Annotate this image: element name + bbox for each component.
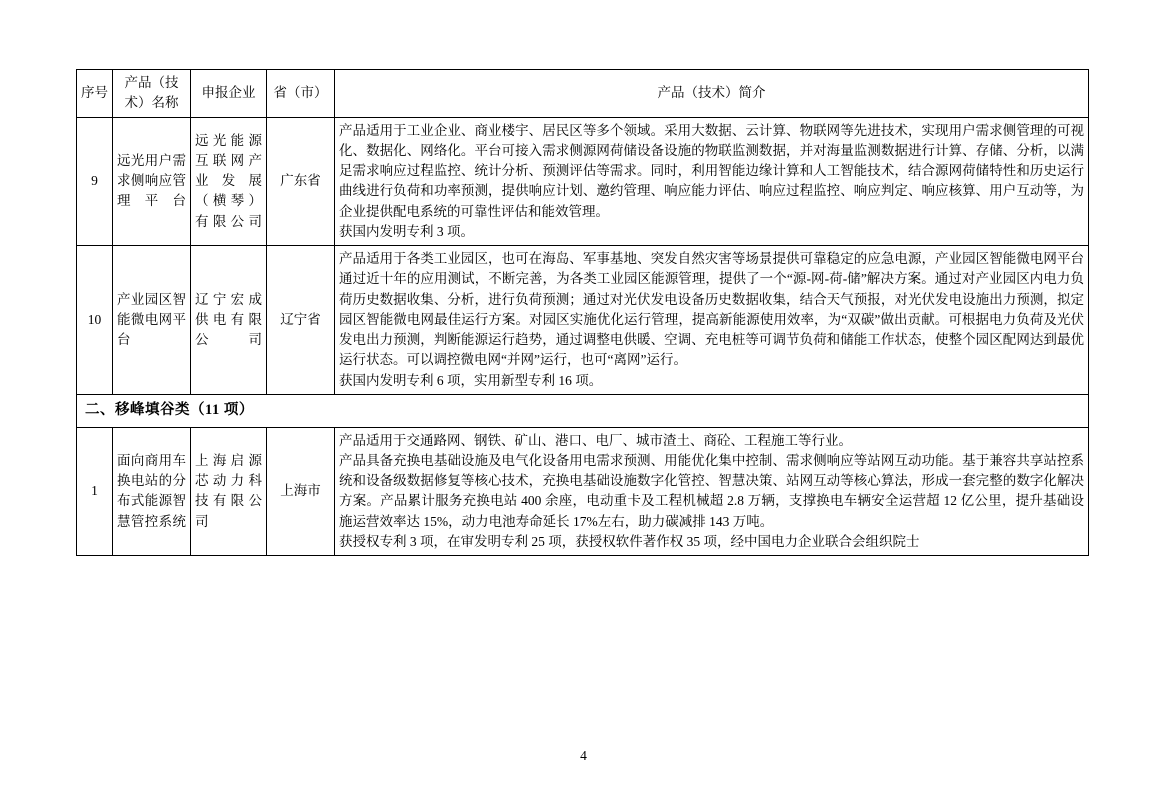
row-company: 远光能源互联网产业发展（横琴）有限公司 <box>191 117 267 246</box>
header-product-name: 产品（技术）名称 <box>113 70 191 118</box>
table-header <box>77 70 1089 118</box>
description-paragraph: 产品适用于交通路网、钢铁、矿山、港口、电厂、城市渣土、商砼、工程施工等行业。 <box>339 432 852 448</box>
header-seq: 序号 <box>77 70 113 118</box>
section-title: 二、移峰填谷类（11 项） <box>77 394 1089 427</box>
product-technology-table <box>76 69 1089 556</box>
row-product-name: 远光用户需求侧响应管理平台 <box>113 117 191 246</box>
table-header-row <box>77 70 1089 118</box>
row-company: 上海启源芯动力科技有限公司 <box>191 427 267 556</box>
row-province: 辽宁省 <box>267 246 335 395</box>
description-paragraph: 获国内发明专利 6 项，实用新型专利 16 项。 <box>339 372 603 388</box>
row-province: 广东省 <box>267 117 335 246</box>
row-province: 上海市 <box>267 427 335 556</box>
description-paragraph: 产品具备充换电基础设施及电气化设备用电需求预测、用能优化集中控制、需求侧响应等站网互动功能。基于兼容共享站控系统和设备级数据修复等核心技术，充换电基础设施数字化管控、智慧决策、站网互动等核心算法，形成一套完整的数字化解决方案。产品累计服务充换电站 400 余座，电动重卡及工程机械超 2.8 万辆，支撑换电车辆安全运营超 12 亿公里，提升基础设施运营效率达 15%，动力电池寿命延长 17%左右，助力碳减排 143 万吨。 <box>339 452 1084 529</box>
header-company: 申报企业 <box>191 70 267 118</box>
header-province: 省（市） <box>267 70 335 118</box>
description-paragraph: 产品适用于工业企业、商业楼宇、居民区等多个领域。采用大数据、云计算、物联网等先进技术，实现用户需求侧管理的可视化、数据化、网络化。平台可接入需求侧源网荷储设备设施的物联监测数据，并对海量监测数据进行计算、存储、分析，以满足需求响应过程监控、统计分析、预测评估等需求。同时，利用智能边缘计算和人工智能技术，结合源网荷储特性和历史运行曲线进行负荷和功率预测，提供响应计划、邀约管理、响应能力评估、响应过程监控、响应判定、响应核算、用户互动等，为企业提供配电系统的可靠性评估和能效管理。 <box>339 122 1084 219</box>
table-row <box>77 427 1089 556</box>
row-product-name: 面向商用车换电站的分布式能源智慧管控系统 <box>113 427 191 556</box>
row-description <box>335 427 1089 556</box>
row-seq: 9 <box>77 117 113 246</box>
row-seq: 1 <box>77 427 113 556</box>
table-body <box>77 117 1089 556</box>
description-paragraph: 获授权专利 3 项，在审发明专利 25 项，获授权软件著作权 35 项，经中国电力企业联合会组织院士 <box>339 533 920 549</box>
row-company: 辽宁宏成供电有限公司 <box>191 246 267 395</box>
row-description <box>335 117 1089 246</box>
description-paragraph: 产品适用于各类工业园区，也可在海岛、军事基地、突发自然灾害等场景提供可靠稳定的应急电源，产业园区智能微电网平台通过近十年的应用测试，不断完善，为各类工业园区能源管理，提供了一个“源-网-荷-储”解决方案。通过对产业园区内电力负荷历史数据收集、分析，进行负荷预测；通过对光伏发电设备历史数据收集，结合天气预报，对光伏发电设施出力预测，拟定园区智能微电网最佳运行方案。对园区实施优化运行管理，提高新能源使用效率，为“双碳”做出贡献。可根据电力负荷及光伏发电出力预测，判断能源运行趋势，通过调整电供暖、空调、充电桩等可调节负荷和储能工作状态，使整个园区配网达到最优运行状态。可以调控微电网“并网”运行，也可“离网”运行。 <box>339 251 1084 368</box>
table-row <box>77 117 1089 246</box>
description-paragraph: 获国内发明专利 3 项。 <box>339 223 474 239</box>
page-number: 4 <box>580 748 587 763</box>
header-description: 产品（技术）简介 <box>335 70 1089 118</box>
row-product-name: 产业园区智能微电网平台 <box>113 246 191 395</box>
table-section-row <box>77 394 1089 427</box>
row-description <box>335 246 1089 395</box>
row-seq: 10 <box>77 246 113 395</box>
table-row <box>77 246 1089 395</box>
